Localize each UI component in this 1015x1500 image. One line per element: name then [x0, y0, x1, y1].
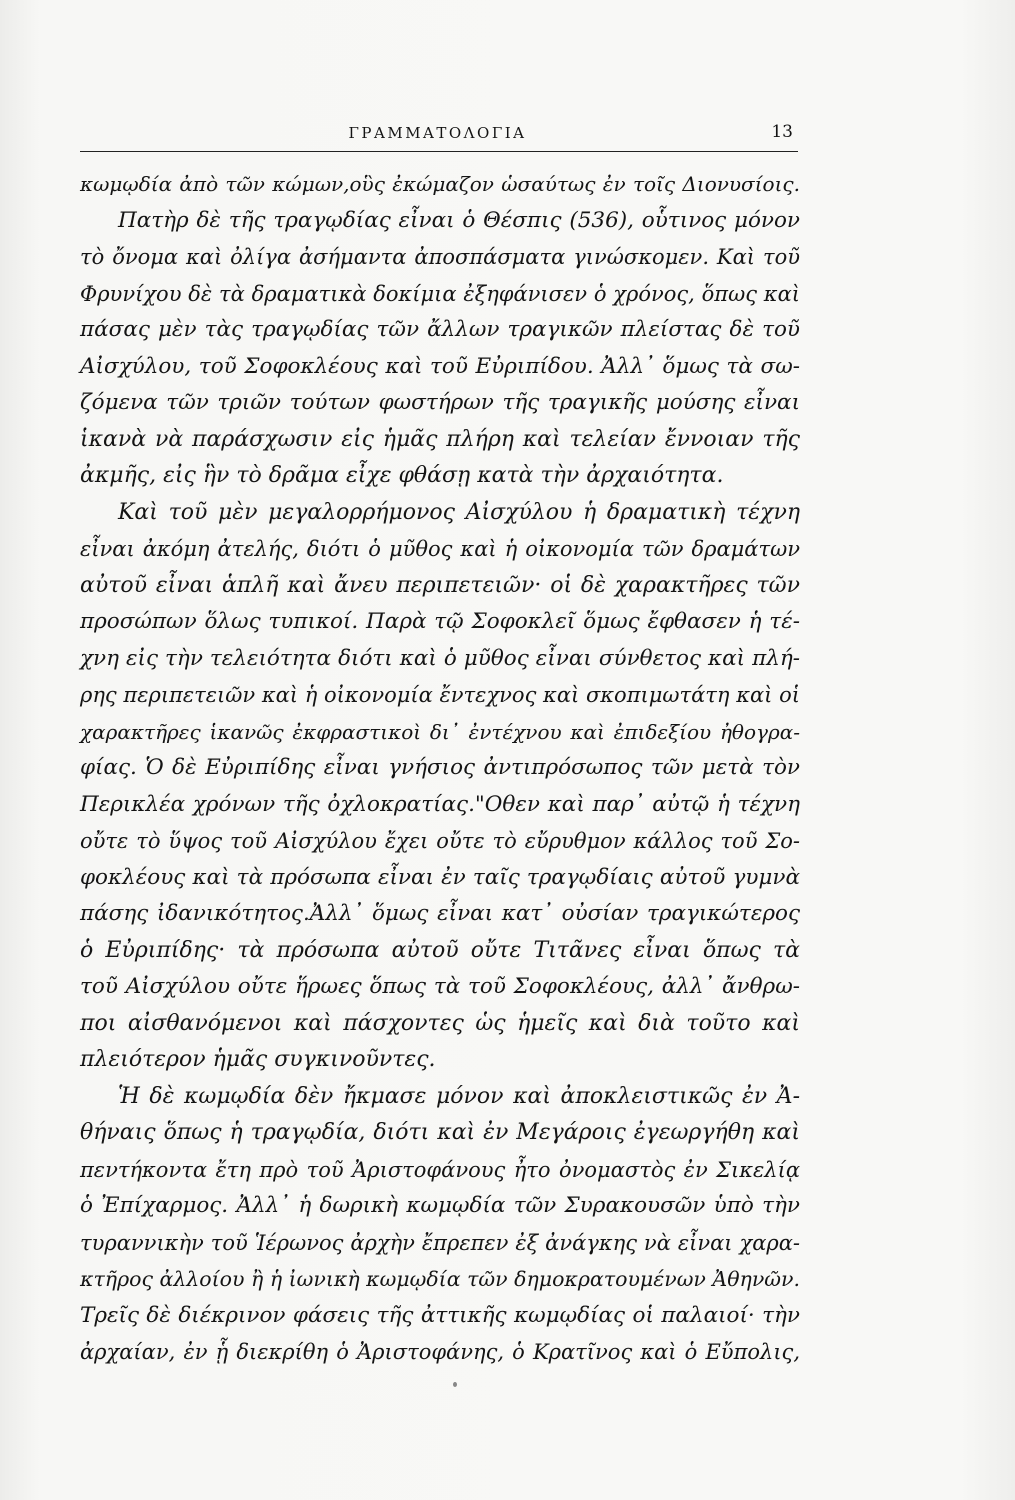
text-line: οὔτε τὸ ὕψος τοῦ Αἰσχύλου ἔχει οὔτε τὸ εὔρυθμον κάλλος τοῦ Σο- [80, 829, 800, 853]
text-line: χνη εἰς τὴν τελειότητα διότι καὶ ὁ μῦθος εἶναι σύνθετος καὶ πλή- [80, 645, 800, 671]
text-line: φοκλέους καὶ τὰ πρόσωπα εἶναι ἐν ταῖς τραγῳδίαις αὐτοῦ γυμνὰ [80, 864, 800, 890]
text-line: πάσας μὲν τὰς τραγῳδίας τῶν ἄλλων τραγικῶν πλείστας δὲ τοῦ [80, 317, 800, 342]
text-line: ἱκανὰ νὰ παράσχωσιν εἰς ἡμᾶς πλήρη καὶ τελείαν ἔννοιαν τῆς [80, 426, 800, 452]
text-line: Τρεῖς δὲ διέκρινον φάσεις τῆς ἀττικῆς κωμῳδίας οἱ παλαιοί· τὴν [80, 1302, 800, 1328]
header-rule [80, 151, 798, 152]
text-line: τοῦ Αἰσχύλου οὔτε ἥρωες ὅπως τὰ τοῦ Σοφοκλέους, ἀλλ᾽ ἄνθρω- [80, 974, 800, 999]
text-line: ἀρχαίαν, ἐν ᾗ διεκρίθη ὁ Ἀριστοφάνης, ὁ Κρατῖνος καὶ ὁ Εὔπολις, [80, 1340, 800, 1364]
text-line: εἶναι ἀκόμη ἀτελής, διότι ὁ μῦθος καὶ ἡ οἰκονομία τῶν δραμάτων [80, 537, 800, 561]
text-line: ρης περιπετειῶν καὶ ἡ οἰκονομία ἔντεχνος καὶ σκοπιμωτάτη καὶ οἱ [80, 683, 800, 707]
running-header [80, 120, 795, 148]
running-title: ΓΡΑΜΜΑΤΟΛΟΓΙΑ [348, 124, 527, 142]
text-line: φίας. Ὁ δὲ Εὐριπίδης εἶναι γνήσιος ἀντιπρόσωπος τῶν μετὰ τὸν [80, 755, 800, 780]
text-line: Περικλέα χρόνων τῆς ὀχλοκρατίας."Οθεν καὶ παρ᾽ αὐτῷ ἡ τέχνη [80, 791, 800, 817]
text-line: τὸ ὄνομα καὶ ὀλίγα ἀσήμαντα ἀποσπάσματα γινώσκομεν. Καὶ τοῦ [80, 245, 800, 269]
text-line: πλειότερον ἡμᾶς συγκινοῦντες. [80, 1047, 436, 1072]
text-line: Καὶ τοῦ μὲν μεγαλορρήμονος Αἰσχύλου ἡ δραματικὴ τέχνη [118, 499, 800, 525]
text-line: κτῆρος ἀλλοίου ἢ ἡ ἰωνικὴ κωμῳδία τῶν δημοκρατουμένων Ἀθηνῶν. [80, 1267, 800, 1291]
ink-speck [453, 1382, 457, 1387]
text-line: τυραννικὴν τοῦ Ἱέρωνος ἀρχὴν ἔπρεπεν ἐξ ἀνάγκης νὰ εἶναι χαρα- [80, 1230, 800, 1255]
text-line: Πατὴρ δὲ τῆς τραγῳδίας εἶναι ὁ Θέσπις (536), οὗτινος μόνον [118, 207, 800, 233]
text-line: ὁ Ἐπίχαρμος. Ἀλλ᾽ ἡ δωρικὴ κωμῳδία τῶν Συρακουσῶν ὑπὸ τὴν [80, 1193, 800, 1218]
text-line: Ἡ δὲ κωμῳδία δὲν ἤκμασε μόνον καὶ ἀποκλειστικῶς ἐν Ἀ- [118, 1083, 800, 1109]
text-line: Αἰσχύλου, τοῦ Σοφοκλέους καὶ τοῦ Εὐριπίδου. Ἀλλ᾽ ὅμως τὰ σω- [80, 353, 800, 379]
text-line: αὐτοῦ εἶναι ἁπλῆ καὶ ἄνευ περιπετειῶν· οἱ δὲ χαρακτῆρες τῶν [80, 572, 800, 598]
text-line: κωμῳδία ἀπὸ τῶν κώμων,οὓς ἐκώμαζον ὡσαύτως ἐν τοῖς Διονυσίοις. [80, 172, 800, 196]
text-line: πάσης ἰδανικότητος.Ἀλλ᾽ ὅμως εἶναι κατ᾽ οὐσίαν τραγικώτερος [80, 901, 800, 926]
text-line: ἀκμῆς, εἰς ἣν τὸ δρᾶμα εἶχε φθάσῃ κατὰ τὴν ἀρχαιότητα. [80, 463, 724, 488]
text-line: πεντήκοντα ἔτη πρὸ τοῦ Ἀριστοφάνους ἦτο ὀνομαστὸς ἐν Σικελίᾳ [80, 1157, 800, 1182]
page-number: 13 [771, 122, 793, 142]
text-line: Φρυνίχου δὲ τὰ δραματικὰ δοκίμια ἐξηφάνισεν ὁ χρόνος, ὅπως καὶ [80, 281, 800, 306]
text-line: χαρακτῆρες ἱκανῶς ἐκφραστικοὶ δι᾽ ἐντέχνου καὶ ἐπιδεξίου ἠθογρα- [80, 719, 800, 744]
text-line: ποι αἰσθανόμενοι καὶ πάσχοντες ὡς ἡμεῖς καὶ διὰ τοῦτο καὶ [80, 1010, 800, 1036]
body-text [80, 166, 800, 1371]
text-line: προσώπων ὅλως τυπικοί. Παρὰ τῷ Σοφοκλεῖ ὅμως ἔφθασεν ἡ τέ- [80, 609, 800, 634]
text-line: θήναις ὅπως ἡ τραγῳδία, διότι καὶ ἐν Μεγάροις ἐγεωργήθη καὶ [80, 1120, 800, 1145]
text-line: ζόμενα τῶν τριῶν τούτων φωστήρων τῆς τραγικῆς μούσης εἶναι [80, 390, 800, 415]
text-line: ὁ Εὐριπίδης· τὰ πρόσωπα αὐτοῦ οὔτε Τιτᾶνες εἶναι ὅπως τὰ [80, 937, 800, 963]
